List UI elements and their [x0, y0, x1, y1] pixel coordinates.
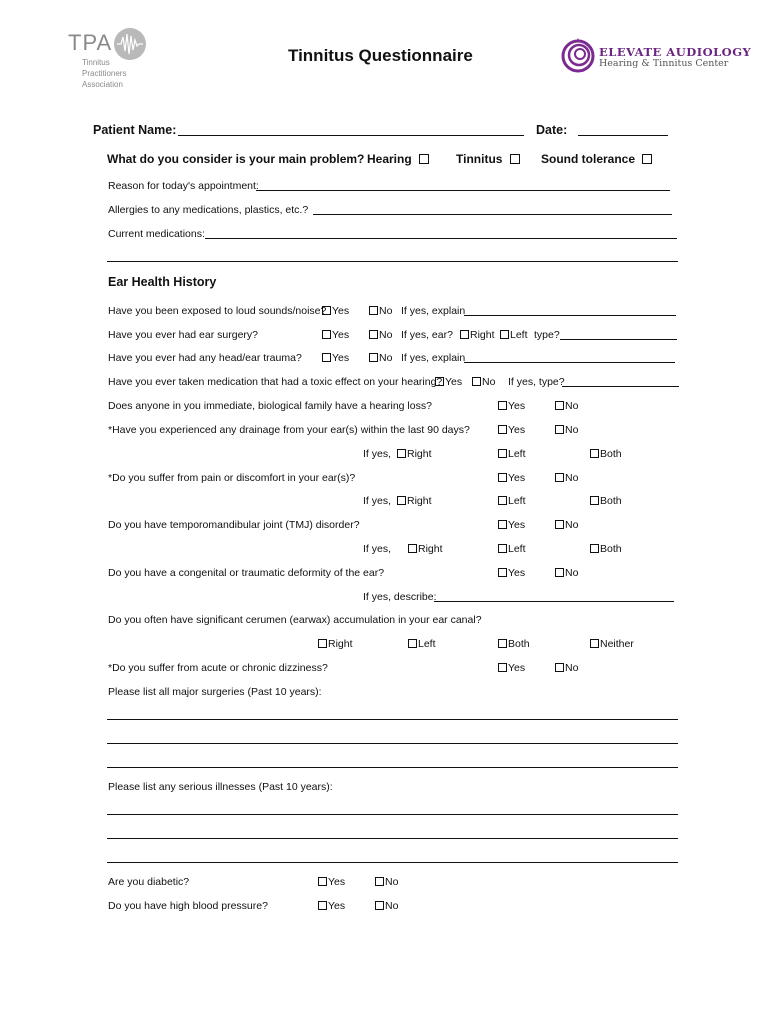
yes-label: Yes — [328, 900, 346, 912]
q6-text: *Have you experienced any drainage from your ear(s) within the last 90 days? — [108, 424, 470, 436]
no-label: No — [565, 519, 579, 531]
q7-right[interactable] — [397, 495, 432, 507]
checkbox[interactable] — [408, 544, 417, 553]
right-label: Right — [407, 448, 432, 460]
q8-left[interactable] — [498, 543, 526, 555]
yes-label: Yes — [328, 876, 346, 888]
q9-describe: If yes, describe: — [363, 591, 437, 603]
no-label: No — [565, 400, 579, 412]
checkbox[interactable] — [498, 425, 507, 434]
q6-ifyes: If yes, — [363, 448, 392, 460]
q3-text: Have you ever had any head/ear trauma? — [108, 352, 302, 364]
q13-text: Please list any serious illnesses (Past 10 years): — [108, 781, 333, 793]
no-label: No — [565, 662, 579, 674]
q2-yes[interactable] — [322, 329, 349, 341]
q2-type — [534, 329, 560, 341]
opt-sound-tolerance-label: Sound tolerance — [541, 152, 636, 166]
q11-yes[interactable] — [498, 662, 525, 674]
right-label: Right — [470, 329, 495, 341]
q4-text: Have you ever taken medication that had a toxic effect on your hearing? — [108, 376, 443, 388]
opt-tinnitus[interactable] — [456, 152, 521, 166]
checkbox[interactable] — [555, 473, 564, 482]
q3-explain — [401, 352, 465, 364]
checkbox[interactable] — [498, 663, 507, 672]
q14-yes[interactable] — [318, 876, 345, 888]
q15-no[interactable] — [375, 900, 398, 912]
opt-sound-tolerance[interactable] — [541, 152, 653, 166]
q6-no[interactable] — [555, 424, 578, 436]
checkbox[interactable] — [555, 401, 564, 410]
left-label: Left — [508, 448, 526, 460]
checkbox[interactable] — [500, 330, 509, 339]
q8-ifyes: If yes, — [363, 543, 392, 555]
checkbox[interactable] — [397, 449, 406, 458]
checkbox[interactable] — [460, 330, 469, 339]
illnesses-field-1[interactable] — [107, 814, 678, 815]
checkbox[interactable] — [590, 449, 599, 458]
checkbox[interactable] — [555, 425, 564, 434]
q8-yes[interactable] — [498, 519, 525, 531]
tpa-line2: Practitioners — [82, 69, 127, 78]
tpa-wave-icon — [112, 26, 148, 62]
q4-no[interactable] — [472, 376, 495, 388]
q9-no[interactable] — [555, 567, 578, 579]
both-label: Both — [508, 638, 530, 650]
q12-text: Please list all major surgeries (Past 10 years): — [108, 686, 322, 698]
allergies-label: Allergies to any medications, plastics, etc.? — [108, 204, 309, 216]
left-label: Left — [508, 543, 526, 555]
no-label: No — [379, 352, 393, 364]
checkbox[interactable] — [498, 544, 507, 553]
q4-type — [508, 376, 565, 388]
checkbox[interactable] — [435, 377, 444, 386]
checkbox[interactable] — [590, 544, 599, 553]
type-label: If yes, type? — [508, 376, 565, 388]
checkbox[interactable] — [397, 496, 406, 505]
q7-ifyes: If yes, — [363, 495, 392, 507]
q4-yes[interactable] — [435, 376, 462, 388]
patient-name-label: Patient Name: — [93, 123, 177, 137]
left-label: Left — [418, 638, 436, 650]
checkbox[interactable] — [555, 568, 564, 577]
checkbox[interactable] — [498, 520, 507, 529]
q9-describe-field[interactable] — [434, 601, 674, 602]
q10-right[interactable] — [318, 638, 353, 650]
q7-no[interactable] — [555, 472, 578, 484]
both-label: Both — [600, 543, 622, 555]
checkbox[interactable] — [498, 568, 507, 577]
q2-right[interactable] — [460, 329, 495, 341]
q10-neither[interactable] — [590, 638, 634, 650]
type-label: type? — [534, 329, 560, 341]
opt-sound-tolerance-checkbox[interactable] — [642, 154, 652, 164]
q6-left[interactable] — [498, 448, 526, 460]
yes-label: Yes — [508, 400, 526, 412]
medications-field[interactable] — [205, 238, 677, 239]
checkbox[interactable] — [472, 377, 481, 386]
q7-text: *Do you suffer from pain or discomfort in your ear(s)? — [108, 472, 356, 484]
checkbox[interactable] — [318, 877, 327, 886]
checkbox[interactable] — [369, 330, 378, 339]
q1-explain — [401, 305, 465, 317]
q8-right[interactable] — [408, 543, 443, 555]
allergies-field[interactable] — [313, 214, 672, 215]
ear-label: If yes, ear? — [401, 329, 453, 341]
no-label: No — [379, 305, 393, 317]
q1-explain-field[interactable] — [464, 315, 676, 316]
left-label: Left — [510, 329, 528, 341]
reason-field[interactable] — [256, 190, 670, 191]
no-label: No — [565, 472, 579, 484]
date-label: Date: — [536, 123, 568, 137]
q8-text: Do you have temporomandibular joint (TMJ) disorder? — [108, 519, 360, 531]
q8-both[interactable] — [590, 543, 622, 555]
yes-label: Yes — [332, 305, 350, 317]
checkbox[interactable] — [498, 473, 507, 482]
q5-no[interactable] — [555, 400, 578, 412]
q11-no[interactable] — [555, 662, 578, 674]
date-field[interactable] — [578, 135, 668, 136]
q9-text: Do you have a congenital or traumatic deformity of the ear? — [108, 567, 385, 579]
q6-yes[interactable] — [498, 424, 525, 436]
q2-ear — [401, 329, 453, 341]
no-label: No — [385, 900, 399, 912]
both-label: Both — [600, 448, 622, 460]
left-label: Left — [508, 495, 526, 507]
checkbox[interactable] — [375, 901, 384, 910]
q2-type-field[interactable] — [560, 339, 677, 340]
q6-both[interactable] — [590, 448, 622, 460]
illnesses-field-3[interactable] — [107, 862, 678, 863]
right-label: Right — [418, 543, 443, 555]
elevate-tagline: Hearing & Tinnitus Center — [599, 58, 729, 69]
no-label: No — [379, 329, 393, 341]
checkbox[interactable] — [318, 901, 327, 910]
medications-label: Current medications: — [108, 228, 205, 240]
opt-tinnitus-checkbox[interactable] — [510, 154, 520, 164]
illnesses-field-2[interactable] — [107, 838, 678, 839]
tpa-line1: Tinnitus — [82, 58, 110, 67]
q10-both[interactable] — [498, 638, 530, 650]
q8-no[interactable] — [555, 519, 578, 531]
reason-label: Reason for today's appointment: — [108, 180, 259, 192]
q15-yes[interactable] — [318, 900, 345, 912]
checkbox[interactable] — [590, 496, 599, 505]
medications-field-2[interactable] — [107, 261, 678, 262]
checkbox[interactable] — [590, 639, 599, 648]
q7-both[interactable] — [590, 495, 622, 507]
checkbox[interactable] — [498, 496, 507, 505]
q11-text: *Do you suffer from acute or chronic dizziness? — [108, 662, 328, 674]
explain-label: If yes, explain — [401, 305, 466, 317]
yes-label: Yes — [445, 376, 463, 388]
q14-no[interactable] — [375, 876, 398, 888]
q10-text: Do you often have significant cerumen (earwax) accumulation in your ear canal? — [108, 614, 482, 626]
opt-tinnitus-label: Tinnitus — [456, 152, 503, 166]
q1-no[interactable] — [369, 305, 392, 317]
checkbox[interactable] — [369, 306, 378, 315]
q15-text: Do you have high blood pressure? — [108, 900, 268, 912]
checkbox[interactable] — [375, 877, 384, 886]
checkbox[interactable] — [322, 306, 331, 315]
checkbox[interactable] — [555, 663, 564, 672]
checkbox[interactable] — [369, 353, 378, 362]
q2-text: Have you ever had ear surgery? — [108, 329, 258, 341]
q2-left[interactable] — [500, 329, 528, 341]
checkbox[interactable] — [318, 639, 327, 648]
tpa-abbr: TPA — [68, 30, 113, 55]
q6-right[interactable] — [397, 448, 432, 460]
q5-text: Does anyone in you immediate, biological family have a hearing loss? — [108, 400, 432, 412]
yes-label: Yes — [332, 329, 350, 341]
elevate-name: ELEVATE AUDIOLOGY — [599, 45, 752, 59]
explain-label: If yes, explain — [401, 352, 466, 364]
yes-label: Yes — [508, 567, 526, 579]
checkbox[interactable] — [498, 401, 507, 410]
surgeries-field-2[interactable] — [107, 743, 678, 744]
q9-yes[interactable] — [498, 567, 525, 579]
right-label: Right — [328, 638, 353, 650]
main-problem-question: What do you consider is your main problem? — [107, 152, 365, 166]
q7-left[interactable] — [498, 495, 526, 507]
opt-hearing-label: Hearing — [367, 152, 412, 166]
q1-text: Have you been exposed to loud sounds/noise? — [108, 305, 327, 317]
q3-explain-field[interactable] — [464, 362, 675, 363]
q7-yes[interactable] — [498, 472, 525, 484]
surgeries-field-3[interactable] — [107, 767, 678, 768]
checkbox[interactable] — [322, 330, 331, 339]
checkbox[interactable] — [555, 520, 564, 529]
surgeries-field-1[interactable] — [107, 719, 678, 720]
elevate-spiral-icon — [560, 38, 596, 74]
yes-label: Yes — [508, 519, 526, 531]
no-label: No — [565, 567, 579, 579]
opt-hearing-checkbox[interactable] — [419, 154, 429, 164]
patient-name-field[interactable] — [178, 135, 524, 136]
no-label: No — [565, 424, 579, 436]
both-label: Both — [600, 495, 622, 507]
neither-label: Neither — [600, 638, 634, 650]
q2-no[interactable] — [369, 329, 392, 341]
q1-yes[interactable] — [322, 305, 349, 317]
q10-left[interactable] — [408, 638, 436, 650]
yes-label: Yes — [332, 352, 350, 364]
opt-hearing[interactable] — [367, 152, 430, 166]
section-title: Ear Health History — [108, 275, 217, 289]
checkbox[interactable] — [498, 639, 507, 648]
checkbox[interactable] — [408, 639, 417, 648]
tpa-line3: Association — [82, 80, 123, 89]
yes-label: Yes — [508, 424, 526, 436]
page-title: Tinnitus Questionnaire — [288, 46, 473, 65]
checkbox[interactable] — [498, 449, 507, 458]
no-label: No — [385, 876, 399, 888]
yes-label: Yes — [508, 662, 526, 674]
checkbox[interactable] — [322, 353, 331, 362]
no-label: No — [482, 376, 496, 388]
q3-yes[interactable] — [322, 352, 349, 364]
q4-type-field[interactable] — [562, 386, 679, 387]
q3-no[interactable] — [369, 352, 392, 364]
q14-text: Are you diabetic? — [108, 876, 190, 888]
right-label: Right — [407, 495, 432, 507]
q5-yes[interactable] — [498, 400, 525, 412]
yes-label: Yes — [508, 472, 526, 484]
